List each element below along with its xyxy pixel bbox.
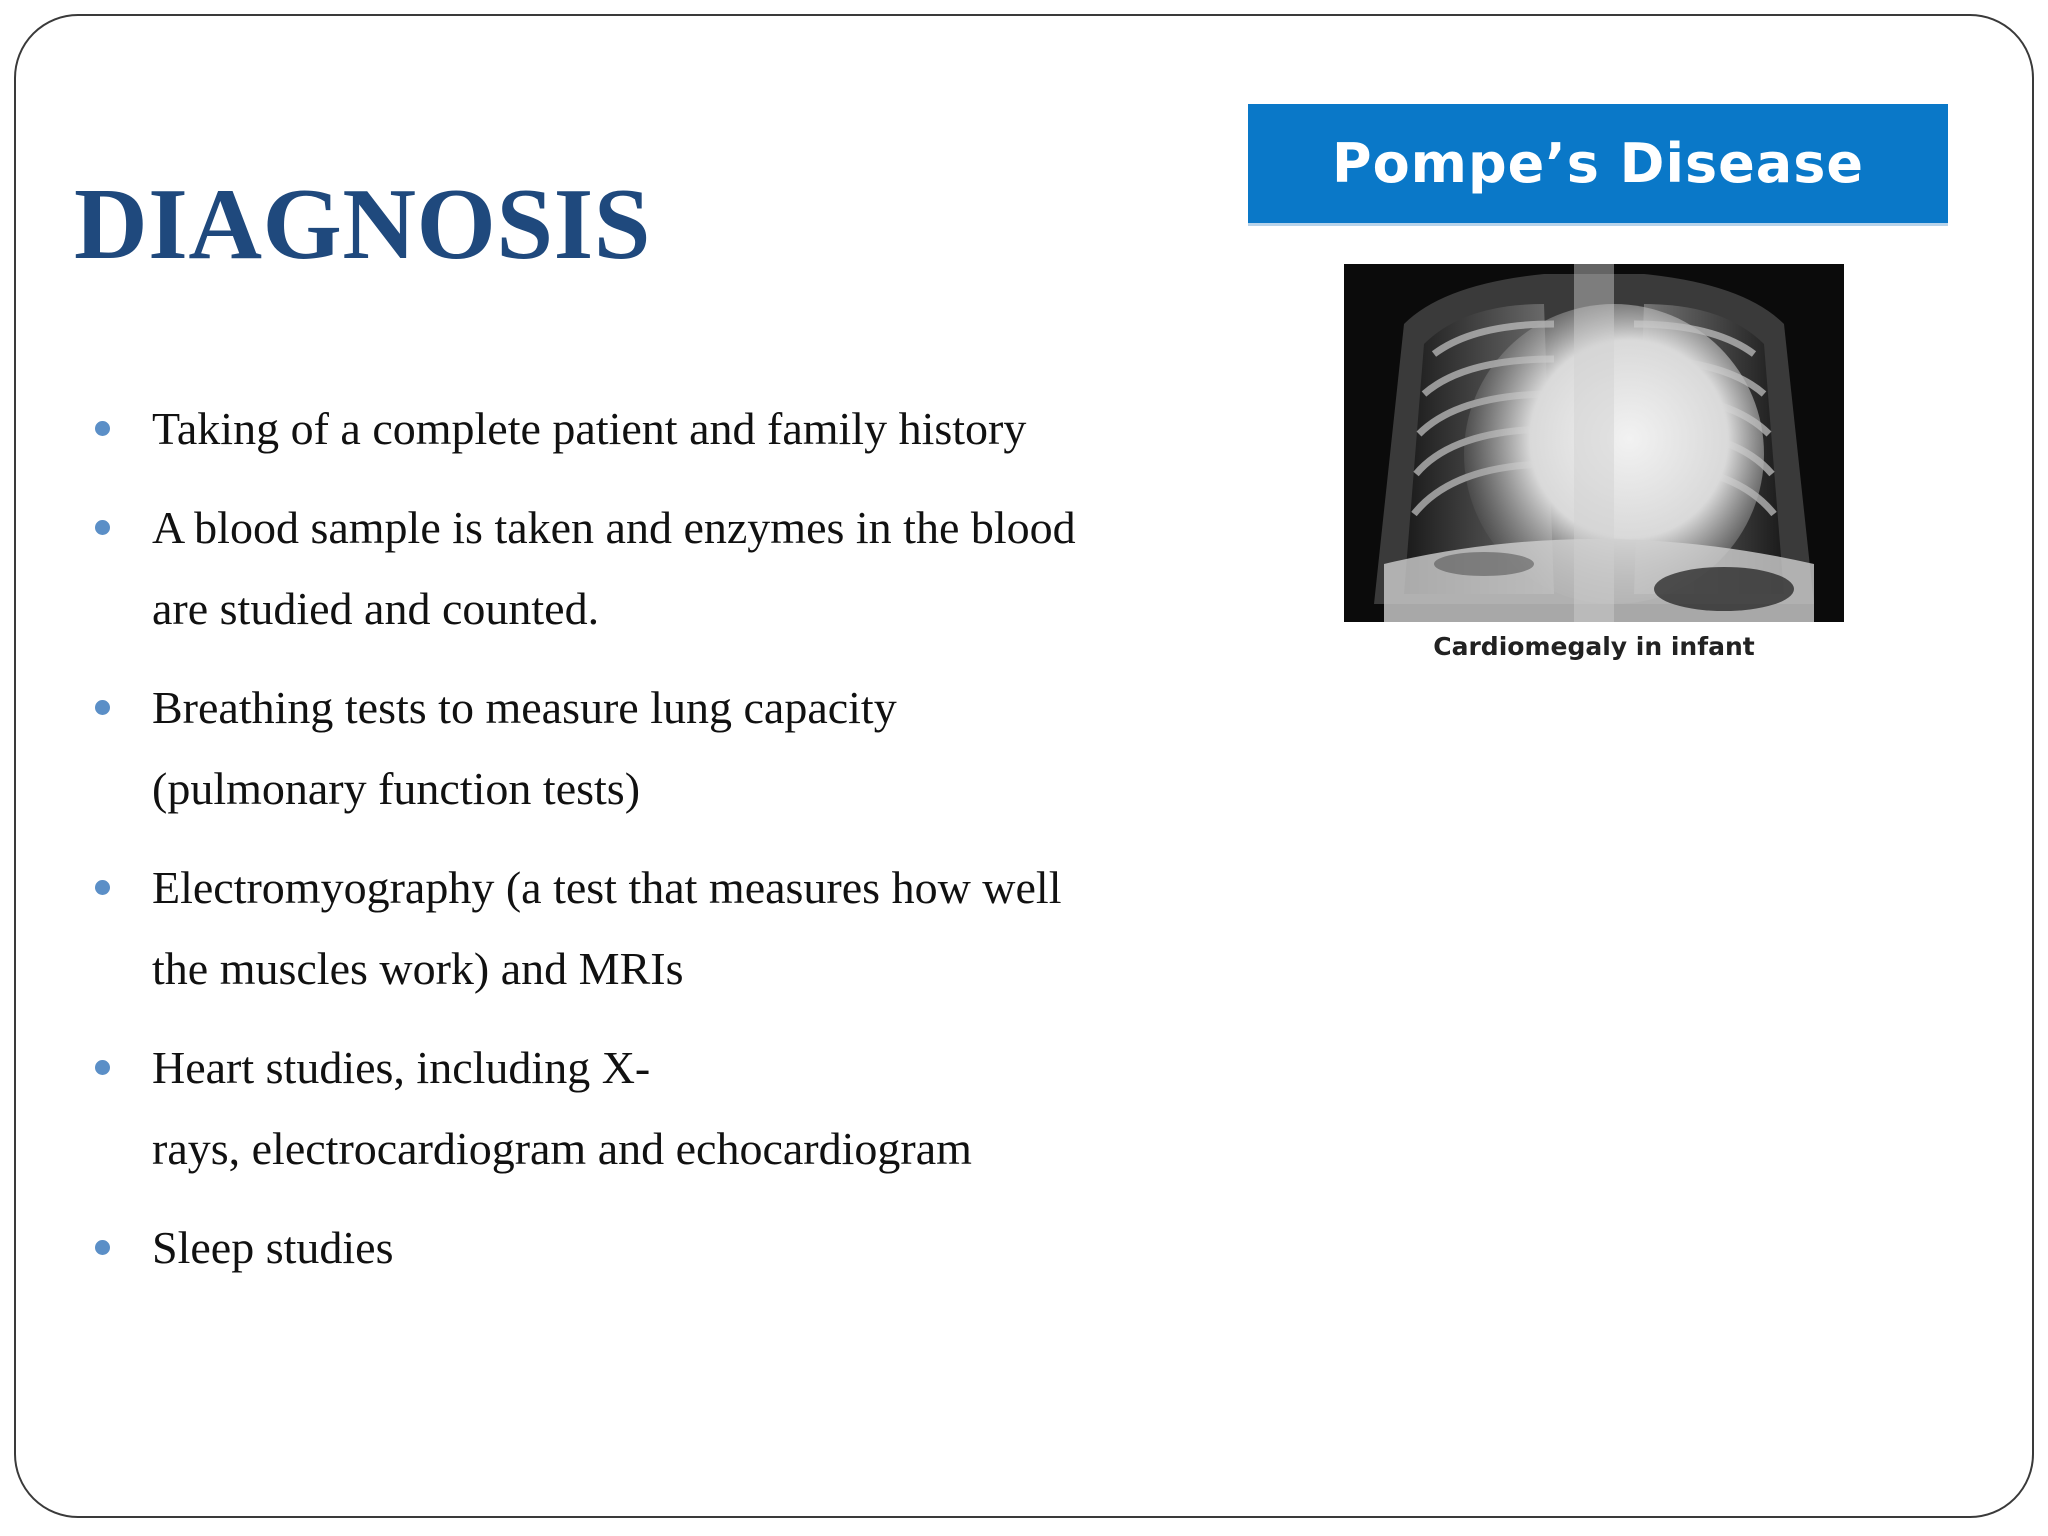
slide xyxy=(14,14,2034,1518)
bullet-list xyxy=(16,388,1196,1306)
bullet-marker xyxy=(95,421,110,436)
bullet-item xyxy=(16,388,1196,469)
bullet-item xyxy=(16,847,1196,1009)
bullet-item xyxy=(16,487,1196,649)
figure-banner-text: Pompe’s Disease xyxy=(1332,132,1864,195)
bullet-item xyxy=(16,1207,1196,1288)
bullet-marker xyxy=(95,1240,110,1255)
figure-banner xyxy=(1248,104,1948,226)
bullet-marker xyxy=(95,1060,110,1075)
xray-figure xyxy=(1248,104,1948,664)
chest-xray-image xyxy=(1344,264,1844,622)
figure-caption: Cardiomegaly in infant xyxy=(1433,632,1755,661)
slide-title: DIAGNOSIS xyxy=(74,168,652,281)
bullet-marker xyxy=(95,700,110,715)
chest-xray-drawing xyxy=(1344,264,1844,622)
bullet-text-line: Sleep studies xyxy=(152,1222,394,1273)
bullet-text-line: are studied and counted. xyxy=(152,583,600,634)
bullet-text-line: rays, electrocardiogram and echocardiogram xyxy=(152,1123,972,1174)
bullet-item xyxy=(16,1027,1196,1189)
bullet-text-line: Breathing tests to measure lung capacity xyxy=(152,682,897,733)
bullet-marker xyxy=(95,880,110,895)
bullet-text-line: Electromyography (a test that measures how well xyxy=(152,862,1062,913)
bullet-text-line: A blood sample is taken and enzymes in the blood xyxy=(152,502,1076,553)
bullet-text-line: Heart studies, including X- xyxy=(152,1042,651,1093)
bullet-text-line: Taking of a complete patient and family history xyxy=(152,403,1027,454)
bullet-item xyxy=(16,667,1196,829)
bullet-text-line: (pulmonary function tests) xyxy=(152,763,641,814)
bullet-marker xyxy=(95,520,110,535)
bullet-text-line: the muscles work) and MRIs xyxy=(152,943,684,994)
